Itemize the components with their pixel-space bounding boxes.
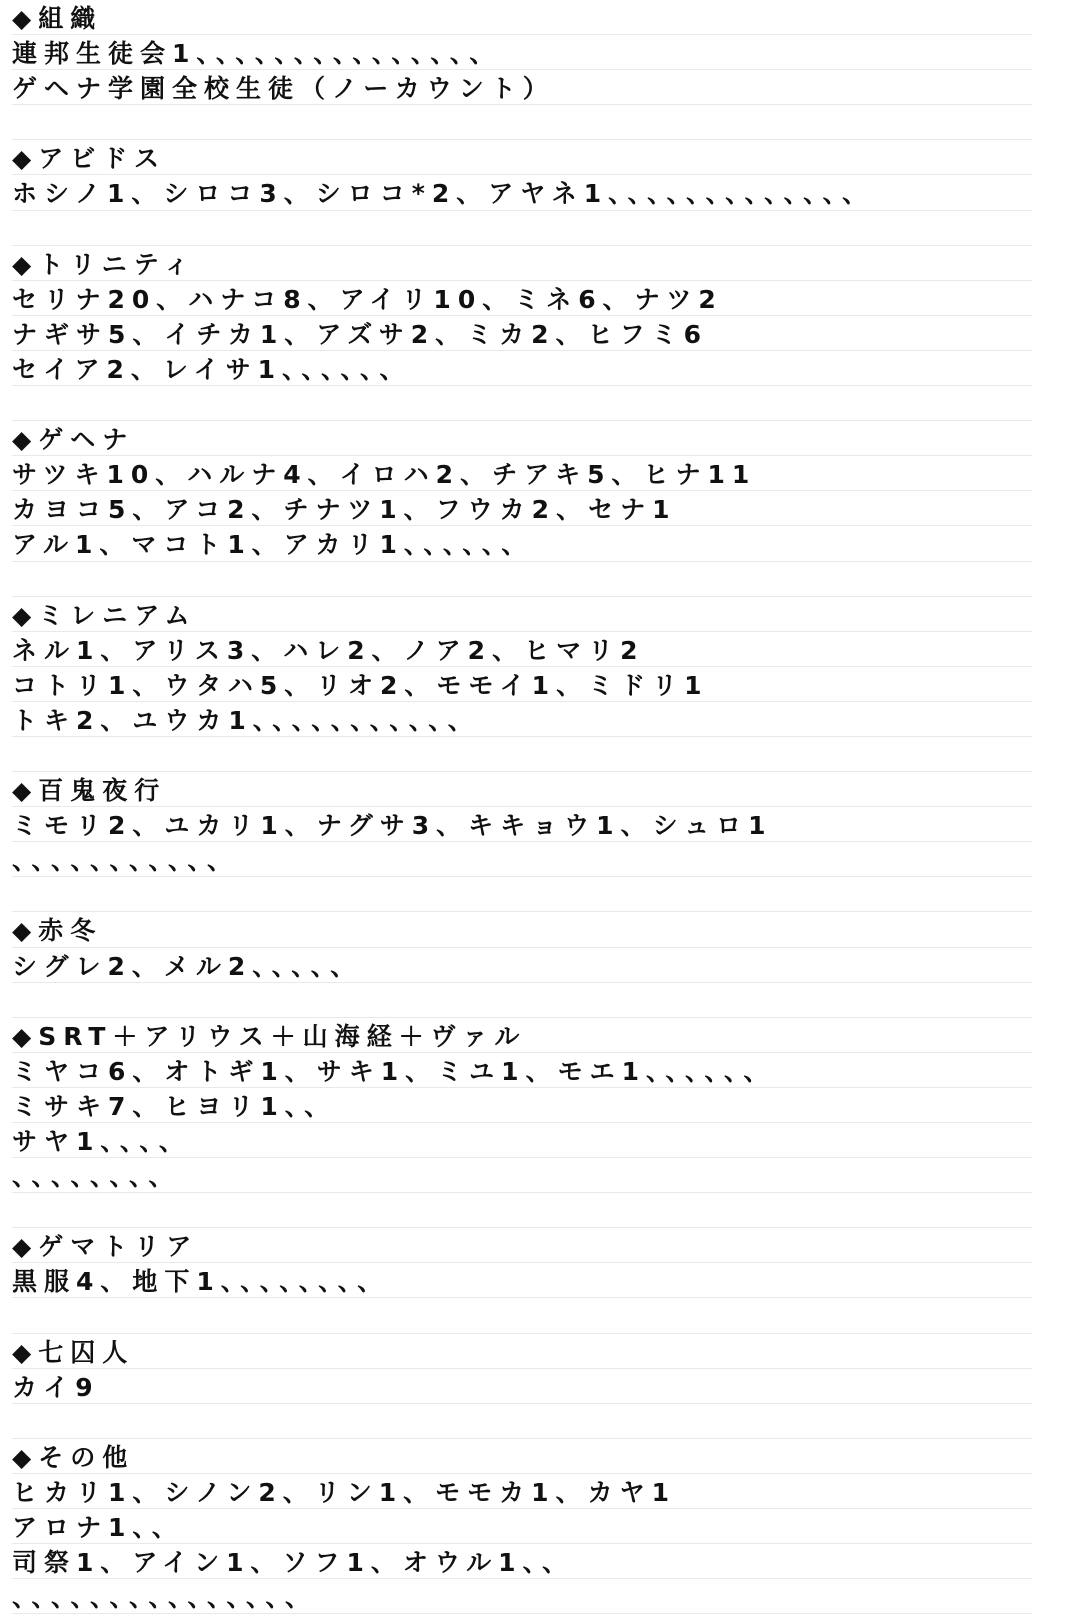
blank-line [12, 877, 1032, 912]
line-srt-3: サヤ1、、、、 [12, 1123, 1032, 1158]
line-org-1: 連邦生徒会1、、、、、、、、、、、、、、、 [12, 35, 1032, 70]
line-millennium-3: トキ2、ユウカ1、、、、、、、、、、、 [12, 702, 1032, 737]
line-srt-heading: ◆SRT＋アリウス＋山海経＋ヴァル [12, 1018, 1032, 1053]
line-hyakkiyako-2: 、、、、、、、、、、、 [12, 842, 1032, 877]
line-abydos-heading: ◆アビドス [12, 140, 1032, 175]
line-hyakkiyako-heading: ◆百鬼夜行 [12, 772, 1032, 807]
line-others-1: ヒカリ1、シノン2、リン1、モモカ1、カヤ1 [12, 1474, 1032, 1509]
line-trinity-1: セリナ20、ハナコ8、アイリ10、ミネ6、ナツ2 [12, 281, 1032, 316]
blank-line [12, 1298, 1032, 1333]
blank-line [12, 1404, 1032, 1439]
blank-line [12, 105, 1032, 140]
line-seven-prisoners-1: カイ9 [12, 1369, 1032, 1404]
line-srt-1: ミヤコ6、オトギ1、サキ1、ミユ1、モエ1、、、、、、 [12, 1053, 1032, 1088]
line-others-3: 司祭1、アイン1、ソフ1、オウル1、、 [12, 1544, 1032, 1579]
blank-line [12, 562, 1032, 597]
line-seven-prisoners-heading: ◆七囚人 [12, 1334, 1032, 1369]
line-gematria-heading: ◆ゲマトリア [12, 1228, 1032, 1263]
line-trinity-3: セイア2、レイサ1、、、、、、 [12, 351, 1032, 386]
line-redwinter-1: シグレ2、メル2、、、、、 [12, 948, 1032, 983]
line-org-heading: ◆組織 [12, 0, 1032, 35]
blank-line [12, 211, 1032, 246]
line-millennium-heading: ◆ミレニアム [12, 597, 1032, 632]
blank-line [12, 737, 1032, 772]
line-trinity-heading: ◆トリニティ [12, 246, 1032, 281]
line-millennium-1: ネル1、アリス3、ハレ2、ノア2、ヒマリ2 [12, 632, 1032, 667]
blank-line [12, 386, 1032, 421]
line-org-2: ゲヘナ学園全校生徒（ノーカウント） [12, 70, 1032, 105]
line-others-heading: ◆その他 [12, 1439, 1032, 1474]
line-trinity-2: ナギサ5、イチカ1、アズサ2、ミカ2、ヒフミ6 [12, 316, 1032, 351]
line-abydos-1: ホシノ1、シロコ3、シロコ*2、アヤネ1、、、、、、、、、、、、、 [12, 175, 1032, 210]
line-srt-4: 、、、、、、、、 [12, 1158, 1032, 1193]
line-srt-2: ミサキ7、ヒヨリ1、、 [12, 1088, 1032, 1123]
line-others-4: 、、、、、、、、、、、、、、、 [12, 1579, 1032, 1614]
line-gehenna-3: アル1、マコト1、アカリ1、、、、、、 [12, 526, 1032, 561]
blank-line [12, 1193, 1032, 1228]
line-hyakkiyako-1: ミモリ2、ユカリ1、ナグサ3、キキョウ1、シュロ1 [12, 807, 1032, 842]
line-millennium-2: コトリ1、ウタハ5、リオ2、モモイ1、ミドリ1 [12, 667, 1032, 702]
line-gehenna-1: サツキ10、ハルナ4、イロハ2、チアキ5、ヒナ11 [12, 456, 1032, 491]
line-gematria-1: 黒服4、地下1、、、、、、、、 [12, 1263, 1032, 1298]
line-others-2: アロナ1、、 [12, 1509, 1032, 1544]
line-gehenna-heading: ◆ゲヘナ [12, 421, 1032, 456]
line-gehenna-2: カヨコ5、アコ2、チナツ1、フウカ2、セナ1 [12, 491, 1032, 526]
blank-line [12, 983, 1032, 1018]
line-redwinter-heading: ◆赤冬 [12, 912, 1032, 947]
